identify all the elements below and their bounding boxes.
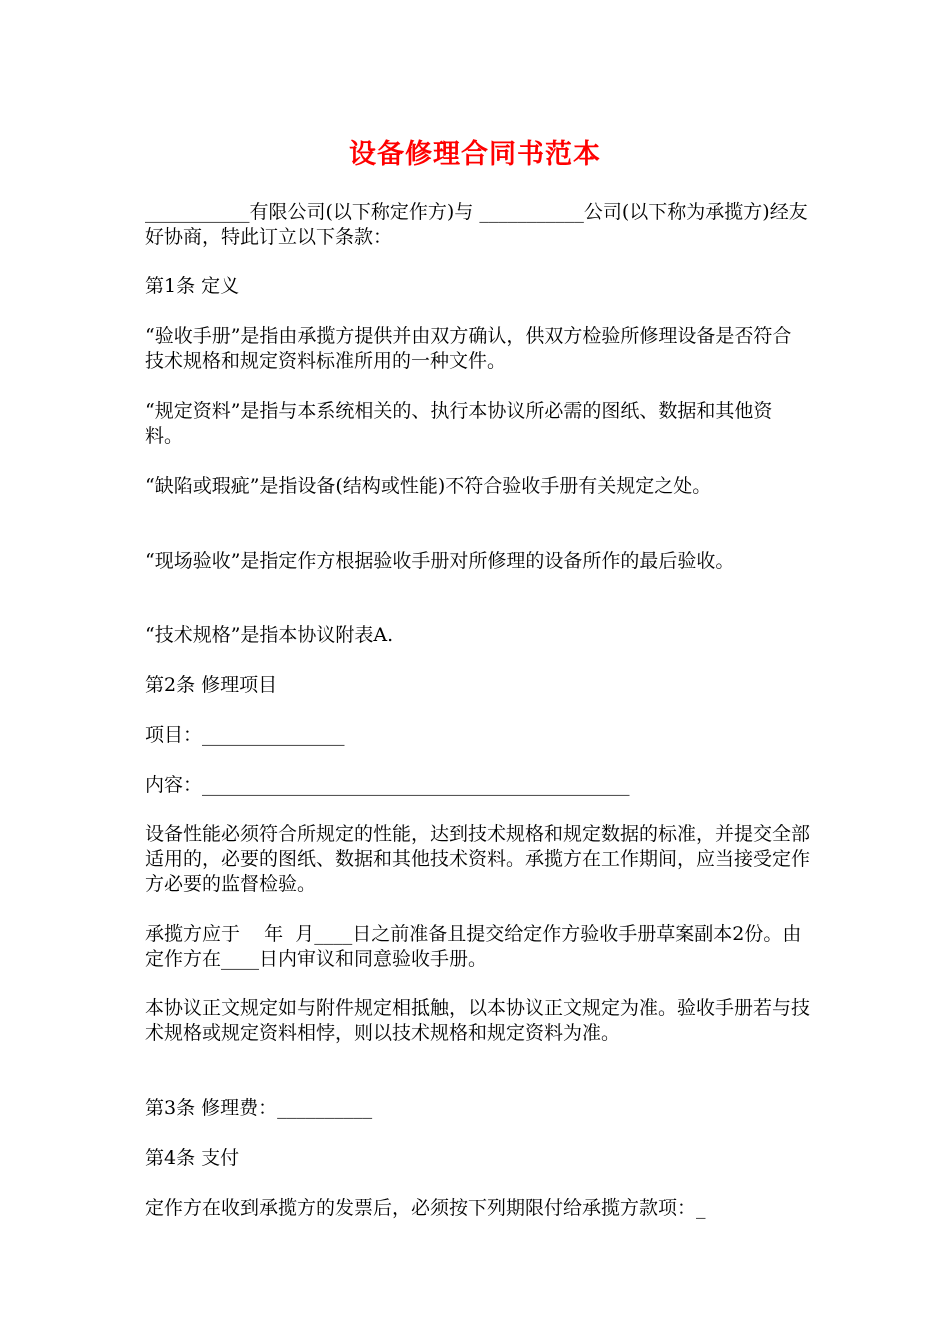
definition-acceptance-manual: “验收手册”是指由承揽方提供并由双方确认，供双方检验所修理设备是否符合技术规格和规定资料标准所用的一种文件。: [145, 325, 792, 372]
repair-content-line: 内容：_____________________________________________: [145, 774, 630, 796]
definition-defects: “缺陷或瑕疵”是指设备(结构或性能)不符合验收手册有关规定之处。: [145, 475, 712, 497]
definition-technical-spec: “技术规格”是指本协议附表A.: [145, 624, 394, 646]
document-title: 设备修理合同书范本: [349, 139, 601, 170]
acceptance-manual-deadline-paragraph: 承揽方应于 年 月____日之前准备且提交给定作方验收手册草案副本2份。由定作方在____日内审议和同意验收手册。: [145, 923, 802, 970]
repair-item-line: 项目：_______________: [145, 724, 345, 746]
payment-paragraph: 定作方在收到承揽方的发票后，必须按下列期限付给承揽方款项：_: [145, 1197, 706, 1219]
definition-site-acceptance: “现场验收”是指定作方根据验收手册对所修理的设备所作的最后验收。: [145, 550, 735, 572]
article-1-heading: 第1条 定义: [145, 275, 240, 297]
precedence-paragraph: 本协议正文规定如与附件规定相抵触，以本协议正文规定为准。验收手册若与技术规格或规定资料相悖，则以技术规格和规定资料为准。: [145, 997, 811, 1044]
performance-paragraph: 设备性能必须符合所规定的性能，达到技术规格和规定数据的标准，并提交全部适用的，必要的图纸、数据和其他技术资料。承揽方在工作期间，应当接受定作方必要的监督检验。: [145, 823, 811, 895]
article-3-repair-fee: 第3条 修理费：__________: [145, 1097, 373, 1119]
definition-specified-materials: “规定资料”是指与本系统相关的、执行本协议所必需的图纸、数据和其他资料。: [145, 400, 773, 447]
article-2-heading: 第2条 修理项目: [145, 674, 278, 696]
intro-paragraph: ___________有限公司(以下称定作方)与 ___________公司(以下称为承揽方)经友好协商，特此订立以下条款：: [145, 201, 808, 248]
article-4-heading: 第4条 支付: [145, 1147, 240, 1169]
